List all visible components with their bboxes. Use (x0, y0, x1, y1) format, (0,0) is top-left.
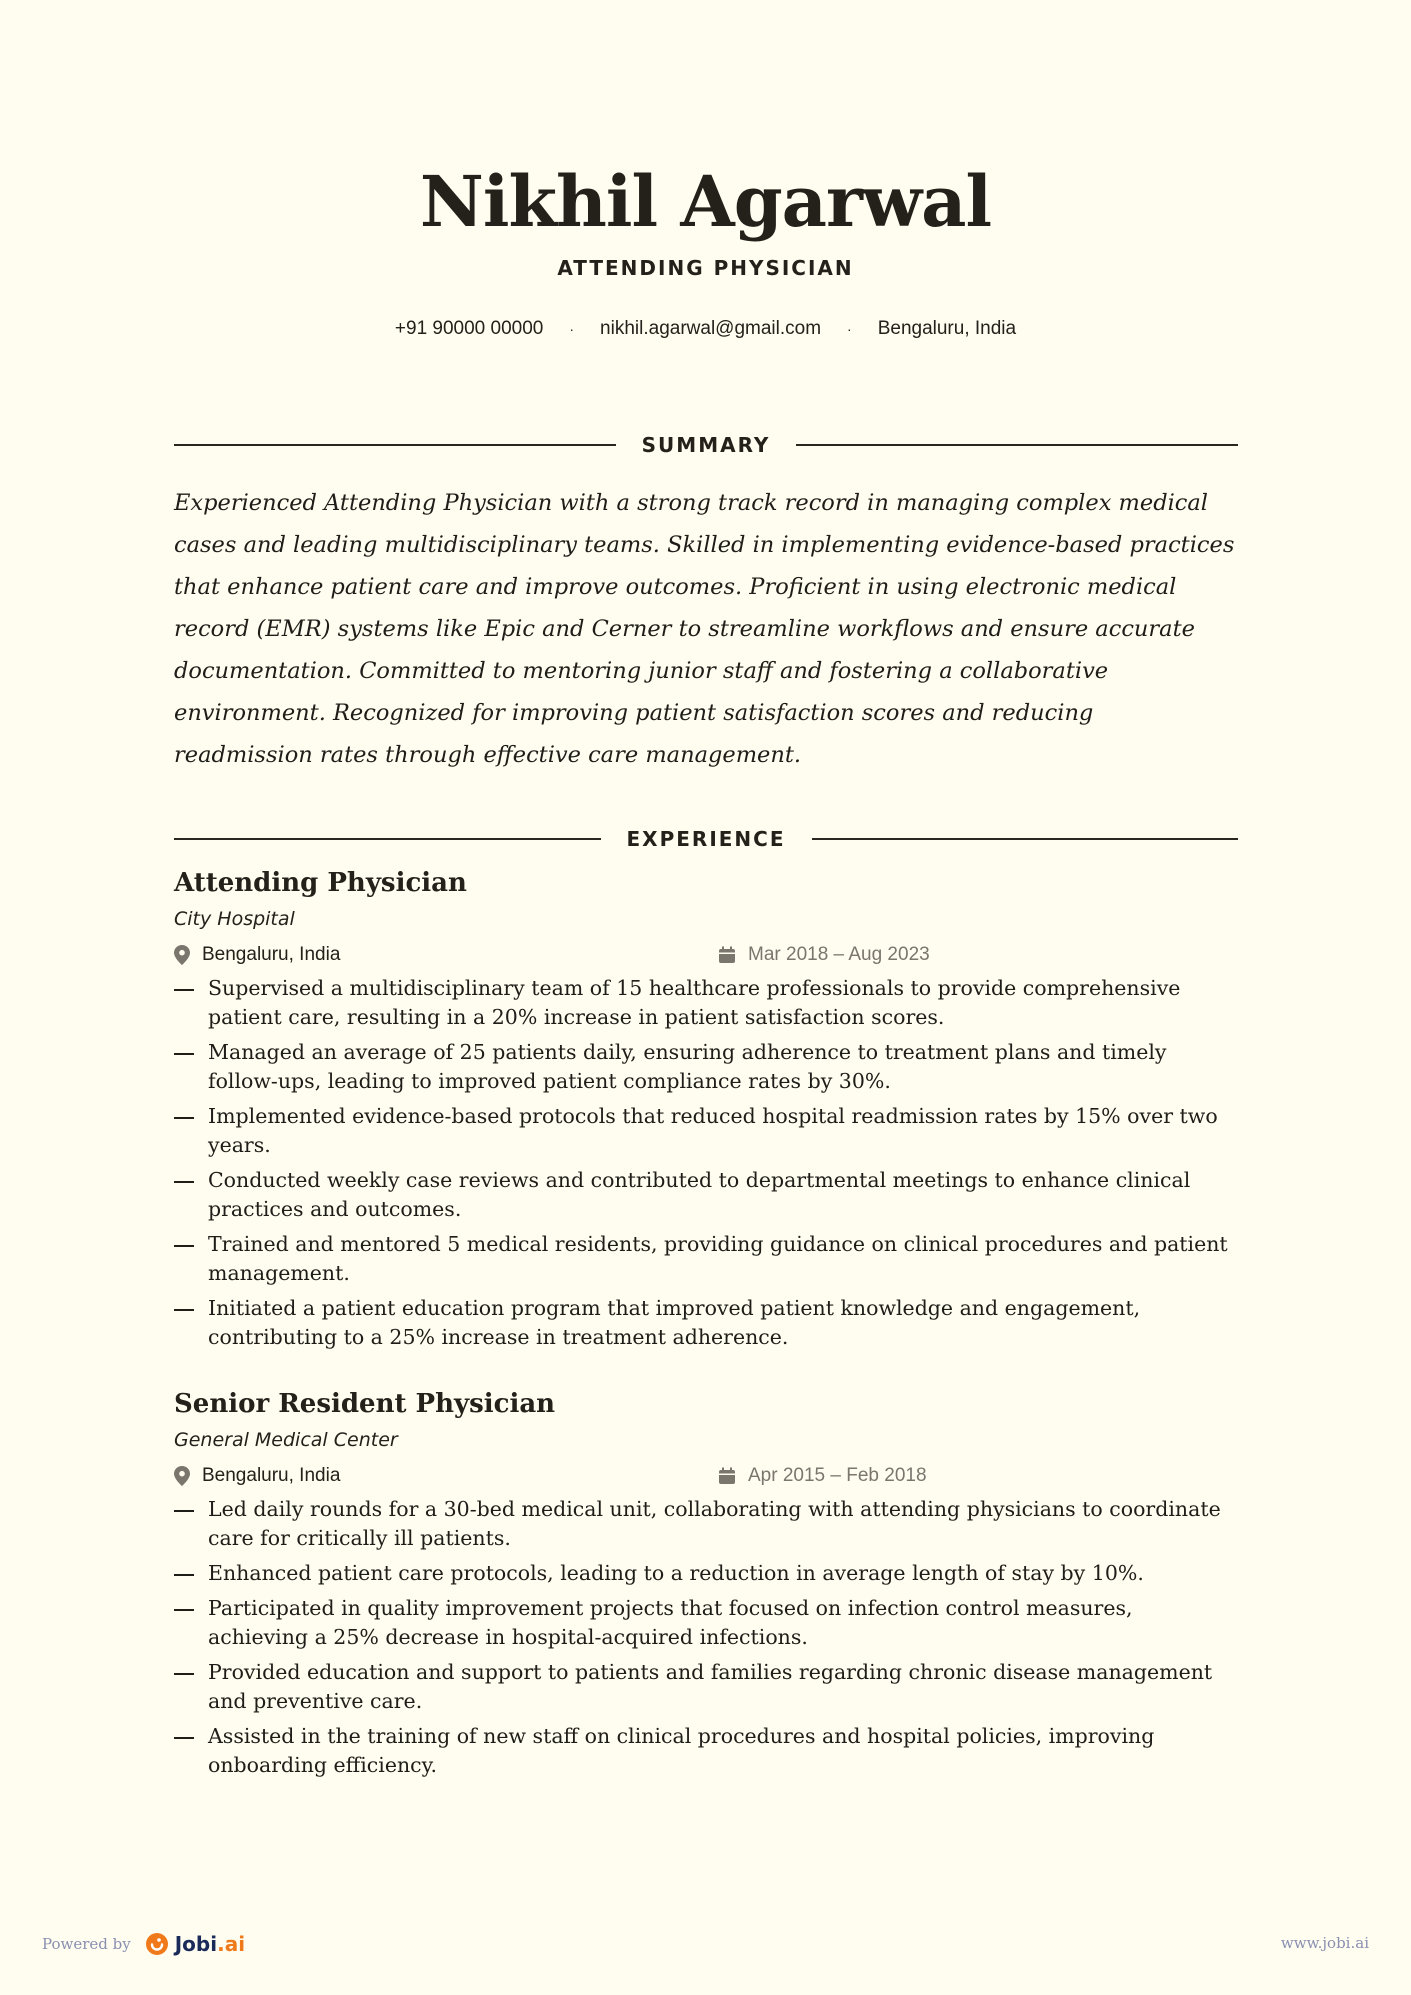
logo-suffix: .ai (217, 1932, 246, 1956)
bullet-text: Supervised a multidisciplinary team of 15 healthcare professionals to provide comprehensive patient care, resulting in a 20% increase in patient satisfaction scores. (208, 976, 1181, 1029)
email: nikhil.agarwal@gmail.com (600, 318, 822, 339)
job-dates (718, 936, 930, 974)
contact-separator: · (847, 321, 852, 337)
dash-bullet (174, 1117, 194, 1119)
bullet-text: Implemented evidence-based protocols that reduced hospital readmission rates by 15% over two years. (208, 1104, 1218, 1157)
bullet-item (174, 1495, 1238, 1553)
summary-section-header (174, 430, 1238, 460)
candidate-role: ATTENDING PHYSICIAN (557, 256, 854, 280)
company-name: General Medical Center (174, 1429, 398, 1451)
dash-bullet (174, 1609, 194, 1611)
jobi-logo[interactable] (175, 1932, 245, 1956)
job-title: Attending Physician (174, 868, 467, 898)
bullet-item (174, 1038, 1238, 1096)
bullet-item (174, 1166, 1238, 1224)
contact-separator: · (569, 321, 575, 337)
calendar-icon (718, 946, 736, 964)
experience-section-header (174, 824, 1238, 854)
dash-bullet (174, 1574, 194, 1576)
dash-bullet (174, 1673, 194, 1675)
dash-bullet (174, 1245, 194, 1247)
job-dates-text: Apr 2015 – Feb 2018 (748, 1465, 927, 1486)
dash-bullet (174, 1181, 194, 1183)
experience-item (174, 1385, 1238, 1786)
bullet-item (174, 1559, 1238, 1588)
section-title: EXPERIENCE (626, 827, 786, 851)
powered-by (42, 1932, 245, 1956)
job-location (174, 936, 340, 974)
divider (174, 444, 616, 446)
job-title: Senior Resident Physician (174, 1389, 556, 1419)
bullet-item (174, 974, 1238, 1032)
bullet-text: Participated in quality improvement projects that focused on infection control measures, achieving a 25% decrease in hospital-acquired infections. (208, 1596, 1133, 1649)
job-location (174, 1457, 340, 1495)
bullet-text: Assisted in the training of new staff on clinical procedures and hospital policies, improving onboarding efficiency. (208, 1724, 1155, 1777)
experience-item (174, 864, 1238, 1358)
job-location-text: Bengaluru, India (202, 1465, 341, 1486)
bullet-text: Trained and mentored 5 medical residents, providing guidance on clinical procedures and patient management. (208, 1232, 1228, 1285)
company-name: City Hospital (174, 908, 295, 930)
bullet-text: Provided education and support to patients and families regarding chronic disease management and preventive care. (208, 1660, 1213, 1713)
bullet-item (174, 1594, 1238, 1652)
bullet-item (174, 1658, 1238, 1716)
map-pin-icon (174, 945, 190, 965)
job-meta (174, 1457, 1238, 1495)
powered-by-label: Powered by (42, 1935, 131, 1953)
bullet-text: Managed an average of 25 patients daily, ensuring adherence to treatment plans and timely follow-ups, leading to improved patient compliance rates by 30%. (208, 1040, 1167, 1093)
job-location-text: Bengaluru, India (202, 944, 341, 965)
section-title: SUMMARY (641, 433, 771, 457)
job-dates-text: Mar 2018 – Aug 2023 (748, 944, 930, 965)
dash-bullet (174, 1309, 194, 1311)
dash-bullet (174, 1510, 194, 1512)
location: Bengaluru, India (877, 318, 1017, 339)
bullet-text: Enhanced patient care protocols, leading to a reduction in average length of stay by 10%. (208, 1561, 1144, 1585)
calendar-icon (718, 1467, 736, 1485)
dash-bullet (174, 989, 194, 991)
summary-text: Experienced Attending Physician with a strong track record in managing complex medical cases and leading multidisciplinary teams. Skilled in implementing evidence-based practices that enhance patient care and improve outcomes. Proficient in using electronic medical record (EMR) systems like Epic and Cerner to streamline workflows and ensure accurate documentation. Committed to mentoring junior staff and fostering a collaborative environment. Recognized for improving patient satisfaction scores and reducing readmission rates through effective care management. (174, 490, 1235, 768)
job-dates (718, 1457, 927, 1495)
job-bullets (174, 974, 1238, 1352)
bullet-text: Conducted weekly case reviews and contributed to departmental meetings to enhance clinical practices and outcomes. (208, 1168, 1191, 1221)
bullet-item (174, 1722, 1238, 1780)
divider (812, 838, 1239, 840)
dash-bullet (174, 1053, 194, 1055)
job-meta (174, 936, 1238, 974)
candidate-name: Nikhil Agarwal (419, 160, 992, 243)
bullet-item (174, 1102, 1238, 1160)
website-link[interactable]: www.jobi.ai (1280, 1934, 1369, 1952)
divider (796, 444, 1238, 446)
bullet-text: Led daily rounds for a 30-bed medical unit, collaborating with attending physicians to coordinate care for critically ill patients. (208, 1497, 1221, 1550)
bullet-item (174, 1294, 1238, 1352)
logo-main: Jobi (174, 1932, 218, 1956)
job-bullets (174, 1495, 1238, 1780)
contact-line (0, 318, 1411, 340)
bullet-text: Initiated a patient education program that improved patient knowledge and engagement, contributing to a 25% increase in treatment adherence. (208, 1296, 1141, 1349)
phone: +91 90000 00000 (394, 318, 544, 339)
map-pin-icon (174, 1466, 190, 1486)
dash-bullet (174, 1737, 194, 1739)
bullet-item (174, 1230, 1238, 1288)
jobi-logo-icon (145, 1932, 169, 1956)
divider (174, 838, 601, 840)
